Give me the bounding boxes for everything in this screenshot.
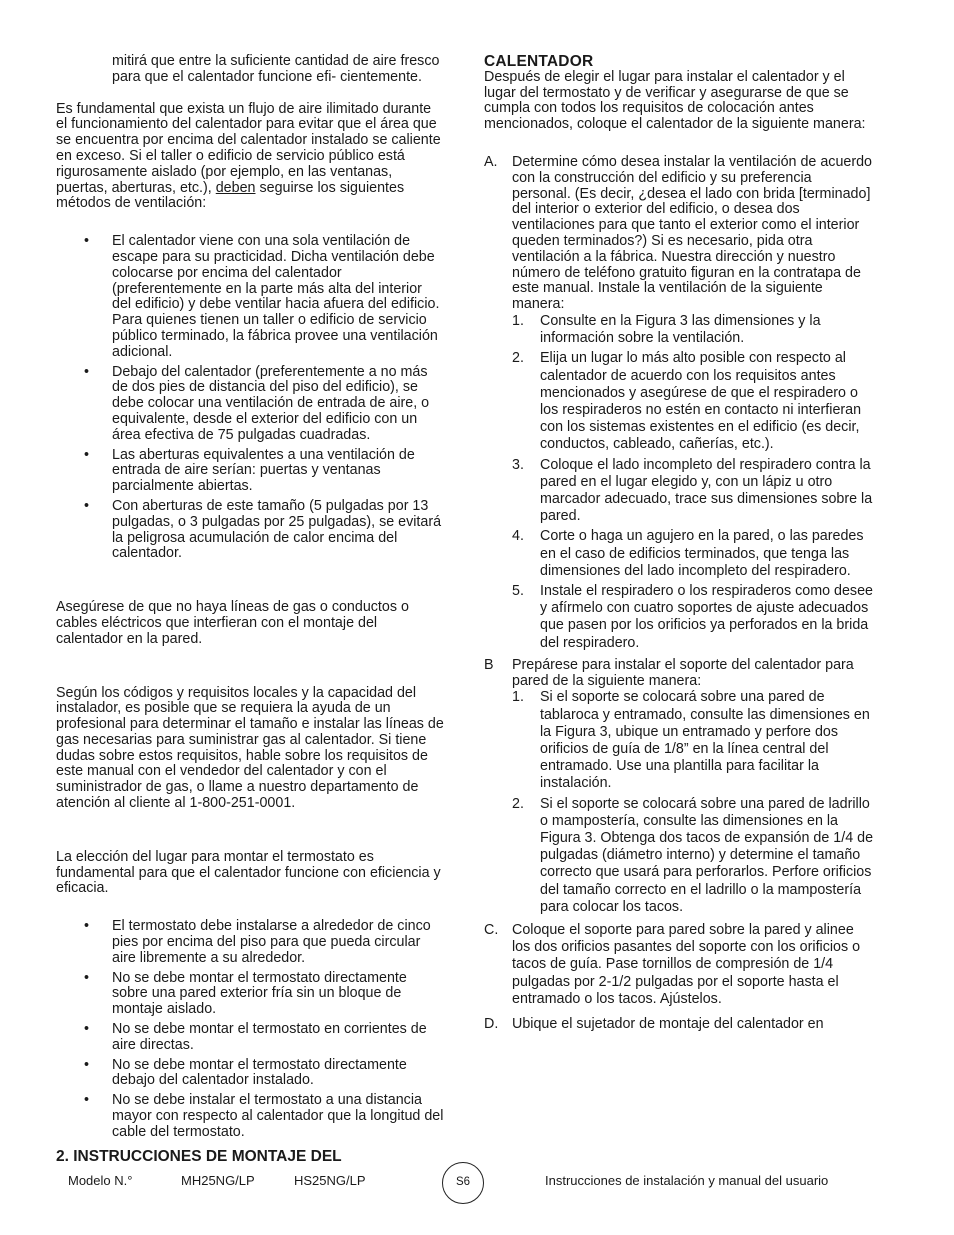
- bullet-icon: •: [84, 446, 90, 463]
- page-number-badge: [442, 1162, 484, 1204]
- local-codes-paragraph: Según los códigos y requisitos locales y la capacidad del instalador, es posible que se requiera la ayuda de un profesional para determinar el tamaño e instalar las líneas de gas necesarias para suministrar gas al calentador. Si tiene dudas sobre estos requisitos, hable sobre los requisitos de este manual con el vendedor del calentador y con el suministrador de gas, o llame a nuestro departamento de atención al cliente al 1-800-251-0001.: [56, 684, 444, 812]
- bullet-item: • No se debe instalar el termostato a una distancia mayor con respecto al calentador que la longitud del cable del termostato.: [84, 1092, 444, 1140]
- bullet-icon: •: [84, 969, 90, 986]
- list-item: 2. Si el soporte se colocará sobre una pared de ladrillo o mampostería, consulte las dimensiones en la Figura 3. Obtenga dos tacos de expansión de 1/4 de pulgadas (diámetro interno) y determine el tamaño correcto que usará para perforarlos. Perfore orificios del tamaño correcto en el ladrillo o la mampostería para colocar los tacos.: [512, 795, 874, 915]
- step-c: [484, 922, 874, 1008]
- bullet-icon: •: [84, 1021, 90, 1038]
- footer-model-1: MH25NG/LP: [181, 1173, 255, 1188]
- intro-paragraph: Después de elegir el lugar para instalar el calentador y el lugar del termostato y de verificar y asegurarse de que se cumpla con todos los requisitos de colocación antes mencionados, coloque el calentador de la siguiente manera:: [484, 68, 866, 133]
- list-item: 3. Coloque el lado incompleto del respiradero contra la pared en el lugar elegido y, con un lápiz u otro marcador adecuado, trace sus dimensiones sobre la pared.: [512, 456, 873, 525]
- bullet-item: • El termostato debe instalarse a alrededor de cinco pies por encima del piso para que pueda circular aire libremente a su alrededor.: [84, 918, 431, 966]
- bullet-item: • No se debe montar el termostato directamente debajo del calentador instalado.: [84, 1056, 407, 1089]
- ventilation-text-1: Es fundamental que exista un flujo de aire ilimitado durante el funcionamiento del calentador para evitar que el área que se encuentra por encima del calentador instalado se caliente en exceso. Si el taller o edificio de servicio público está rigurosamente aislado (por ejemplo, en las ventanas, puertas, aberturas, etc.),: [56, 100, 441, 196]
- ventilation-paragraph: [56, 102, 444, 213]
- step-b: [484, 658, 874, 916]
- bullet-icon: •: [84, 363, 90, 380]
- list-item: 1. Si el soporte se colocará sobre una pared de tablaroca y entramado, consulte las dimensiones en la Figura 3, ubique un entramado y perfore dos orificios de guía de 1/8” en la línea central del entramado. Use una plantilla para facilitar la instalación.: [512, 689, 870, 792]
- footer-model-label: Modelo N.°: [68, 1173, 133, 1188]
- bullet-icon: •: [84, 1092, 90, 1109]
- thermostat-paragraph: La elección del lugar para montar el termostato es fundamental para que el calentador funcione con eficiencia y eficacia.: [56, 848, 441, 897]
- ventilation-text-2: seguirse los siguientes métodos de ventilación:: [56, 179, 405, 212]
- calentador-heading: CALENTADOR: [484, 53, 594, 70]
- step-c-text: Coloque el soporte para pared sobre la pared y alinee los dos orificios pasantes del soporte con los orificios o tacos de guía. Pase tornillos de compresión de 1/4 pulgadas por 2-1/2 pulgadas por el soporte hasta el entramado o los tacos. Ajústelos.: [512, 922, 861, 1007]
- step-c-marker: C.: [484, 922, 499, 939]
- step-d-text: Ubique el sujetador de montaje del calentador en: [512, 1016, 824, 1033]
- bullet-icon: •: [84, 918, 90, 935]
- step-b-text: Prepárese para instalar el soporte del calentador para pared de la siguiente manera:: [512, 656, 854, 689]
- bullet-item: • No se debe montar el termostato en corrientes de aire directas.: [84, 1021, 427, 1053]
- list-item: 5. Instale el respiradero o los respiraderos como desee y afírmelo con cuatro soportes de ajuste adecuados que pasen por los orificios ya perforados en la brida del respiradero.: [512, 583, 873, 651]
- step-b-sublist: [512, 689, 874, 916]
- bullet-item: • Con aberturas de este tamaño (5 pulgadas por 13 pulgadas, o 3 pulgadas por 25 pulgadas), se evitará la peligrosa acumulación de calor encima del calentador.: [84, 497, 442, 562]
- step-d-marker: D.: [484, 1016, 499, 1033]
- page-number: S6: [455, 1176, 471, 1189]
- list-item: 2. Elija un lugar lo más alto posible con respecto al calentador de acuerdo con los requisitos antes mencionados y asegúrese de que el respiradero o los respiraderos no estén en contacto ni interfieran con los sistemas existentes en el edificio (es decir, conductos, cableado, cañerías, etc.).: [512, 350, 862, 453]
- underlined-deben: deben: [215, 179, 256, 196]
- bullet-item: • Las aberturas equivalentes a una ventilación de entrada de aire serían: puertas y ventanas parcialmente abiertas.: [84, 446, 415, 495]
- footer-manual-title: Instrucciones de instalación y manual del usuario: [545, 1173, 829, 1188]
- step-a: [484, 155, 874, 652]
- gas-lines-paragraph: Asegúrese de que no haya líneas de gas o conductos o cables eléctricos que interfieran con el montaje del calentador en la pared.: [56, 599, 409, 647]
- bullet-item: • Debajo del calentador (preferentemente a no más de dos pies de distancia del piso del edificio), se debe colocar una ventilación de entrada de aire, o equivalente, desde el exterior del edificio con un área efectiva de 75 pulgadas cuadradas.: [84, 363, 430, 443]
- step-a-sublist: [512, 313, 874, 652]
- step-a-marker: A.: [484, 153, 498, 170]
- footer-model-2: HS25NG/LP: [294, 1173, 366, 1188]
- step-a-text: Determine cómo desea instalar la ventilación de acuerdo con la construcción del edificio y su preferencia personal. (Es decir, ¿desea el lado con brida [terminado] del interior o exterior del edificio, o desea dos ventilaciones para que tanto el exterior como el interior queden terminados?) Si es necesario, pida otra ventilación a la fábrica. Nuestra dirección y nuestro número de teléfono gratuito figuran en la contratapa de este manual. Instale la ventilación de la siguiente manera:: [512, 153, 873, 313]
- list-item: 1. Consulte en la Figura 3 las dimensiones y la información sobre la ventilación.: [512, 312, 821, 347]
- bullet-item: • No se debe montar el termostato directamente sobre una pared exterior fría sin un bloque de montaje aislado.: [84, 969, 407, 1018]
- right-column: [484, 54, 874, 1033]
- bullet-icon: •: [84, 497, 90, 514]
- continued-paragraph: mitirá que entre la suficiente cantidad de aire fresco para que el calentador funcione efi- cientemente.: [112, 53, 440, 85]
- bullet-icon: •: [84, 233, 90, 250]
- bullet-icon: •: [84, 1056, 90, 1073]
- step-d: [484, 1016, 874, 1033]
- ventilation-bullets: [56, 234, 444, 562]
- section-2-heading: 2. INSTRUCCIONES DE MONTAJE DEL: [56, 1148, 342, 1165]
- list-item: 4. Corte o haga un agujero en la pared, o las paredes en el caso de edificios terminados, que tenga las dimensiones del lado incompleto del respiradero.: [512, 528, 864, 579]
- bullet-item: • El calentador viene con una sola ventilación de escape para su practicidad. Dicha ventilación debe colocarse por encima del calentador (preferentemente en la parte más alta del interior del edificio) y debe ventilar hacia afuera del edificio. Para quienes tienen un taller o edificio de servicio público terminado, la fábrica provee una ventilación adicional.: [84, 233, 440, 360]
- left-column: [56, 54, 444, 1145]
- step-b-marker: B: [484, 656, 494, 673]
- thermostat-bullets: [56, 919, 444, 1140]
